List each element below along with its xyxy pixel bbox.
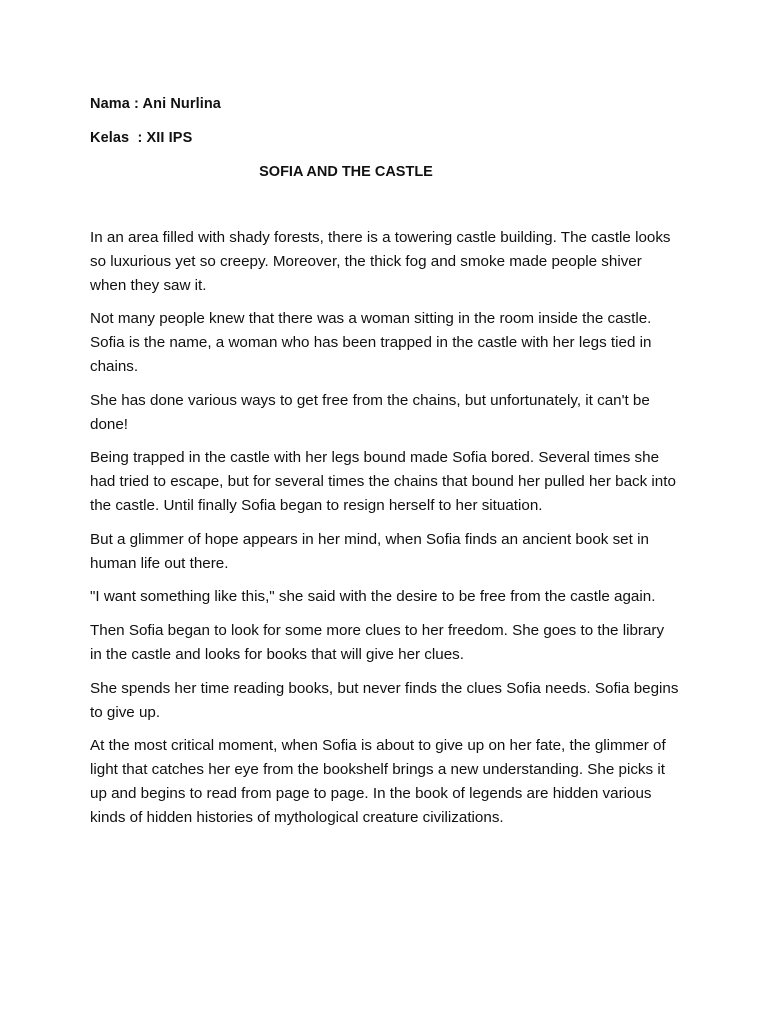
paragraph: At the most critical moment, when Sofia is about to give up on her fate, the glimmer of light that catches her eye from the bookshelf brings a new understanding. She picks it up and begins to read from page to page. In the book of legends are hidden various kinds of hidden histories of mythological creature civilizations. [90,737,666,826]
story-title: SOFIA AND THE CASTLE [259,164,433,180]
paragraph: Then Sofia began to look for some more clues to her freedom. She goes to the library in the castle and looks for books that will give her clues. [90,622,665,663]
student-class: Kelas : XII IPS [90,130,193,146]
paragraph: Not many people knew that there was a woman sitting in the room inside the castle. Sofia is the name, a woman who has been trapped in the castle with her legs tied in chains. [90,310,652,375]
paragraph: But a glimmer of hope appears in her mind, when Sofia finds an ancient book set in human life out there. [90,530,649,572]
paragraph: "I want something like this," she said with the desire to be free from the castle again. [90,588,656,606]
paragraph: In an area filled with shady forests, there is a towering castle building. The castle looks so luxurious yet so creepy. Moreover, the thick fog and smoke made people shiver when they saw it. [90,229,671,294]
paragraph: Being trapped in the castle with her legs bound made Sofia bored. Several times she had tried to escape, but for several times the chains that bound her pulled her back into the castle. Until finally Sofia began to resign herself to her situation. [90,449,676,514]
story-body [90,226,680,840]
paragraph: She has done various ways to get free from the chains, but unfortunately, it can't be done! [90,391,650,433]
paragraph: She spends her time reading books, but never finds the clues Sofia needs. Sofia begins to give up. [90,679,679,721]
student-name: Nama : Ani Nurlina [90,96,221,112]
